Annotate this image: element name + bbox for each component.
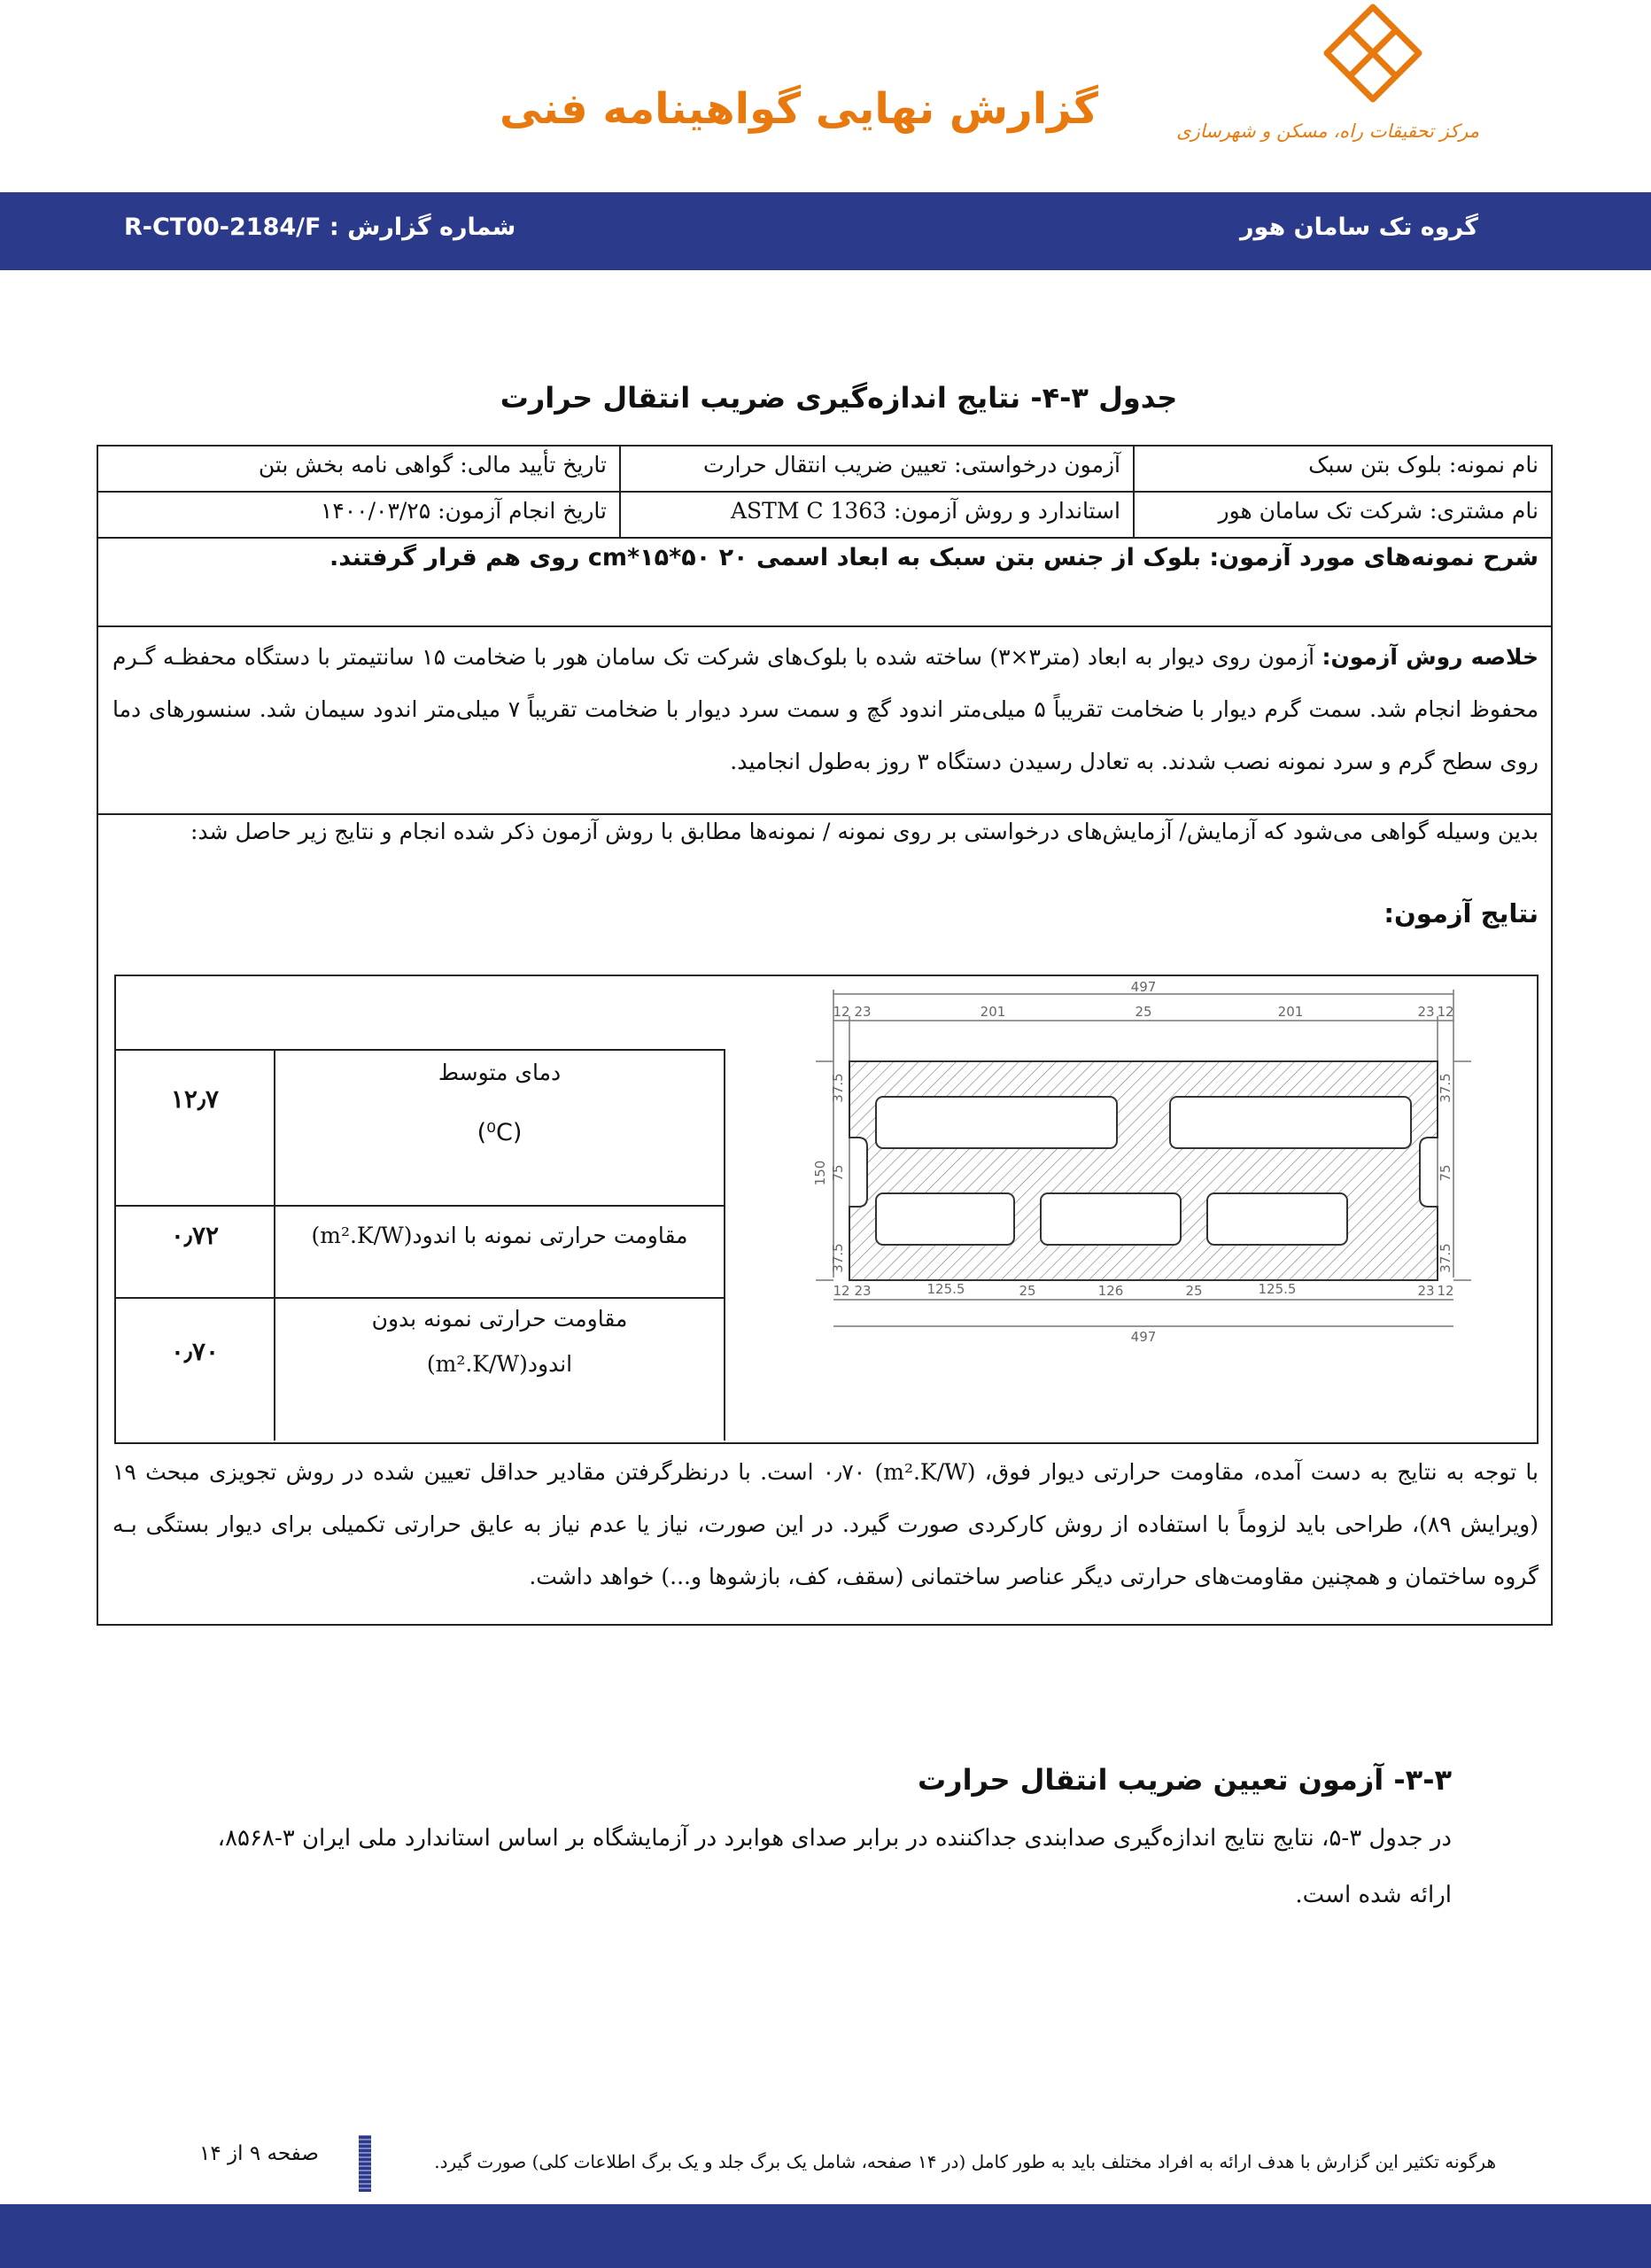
section-heading: ۳-۳- آزمون تعیین ضریب انتقال حرارت	[918, 1763, 1452, 1797]
right-dimension: 75	[1438, 1164, 1453, 1182]
left-dimension: 75	[830, 1164, 846, 1182]
top-dimension: 201	[980, 1004, 1006, 1020]
company-name: گروه تک سامان هور	[1240, 214, 1478, 241]
bottom-total-dimension: 497	[1130, 1329, 1157, 1345]
conclusion-text: با توجه به نتایج به دست آمده، مقاومت حرارتی دیوار فوق، (m².K/W) ۰٫۷۰ است. با درنظرگرفتن مقادیر حداقل تعیین شده در روش تجویزی مبحث ۱۹ (ویرایش ۸۹)، طراحی باید لزوماً با استفاده از روش کارکردی صورت گیرد. در این صورت، نیاز یا عدم نیاز به عایق حرارتی تکمیلی برای دیوار بستگی بـه گروه ساختمان و همچنین مقاومت‌های حرارتی دیگر عناصر ساختمانی (سقف، کف، بازشوها و...) خواهد داشت.	[112, 1459, 1539, 1589]
top-dimension: 23	[854, 1004, 872, 1020]
bottom-dimension: 125.5	[926, 1281, 965, 1297]
mean-temperature-label: دمای متوسط	[438, 1060, 562, 1085]
footer-note: هرگونه تکثیر این گزارش با هدف ارائه به افراد مختلف باید به طور کامل (در ۱۴ صفحه، شامل یک برگ جلد و یک برگ اطلاعات کلی) صورت گیرد.	[434, 2151, 1496, 2172]
block-section-drawing	[812, 976, 1507, 1348]
resistance-without-plaster-label: مقاومت حرارتی نمونه بدون	[371, 1306, 628, 1332]
samples-text: بلوک از جنس بتن سبک به ابعاد اسمی ۲۰ cm*۱۵*۵۰ روی هم قرار گرفتند.	[329, 544, 1201, 571]
results-table-box	[97, 445, 1553, 1626]
bottom-dimension: 12	[833, 1283, 850, 1299]
mean-temperature-value: ۱۲٫۷	[116, 1051, 275, 1205]
bottom-dimension: 125.5	[1258, 1281, 1297, 1297]
bottom-dimension: 126	[1097, 1283, 1124, 1299]
requested-test: آزمون درخواستی: تعیین ضریب انتقال حرارت	[621, 447, 1135, 491]
block-cavity	[876, 1193, 1014, 1245]
samples-row	[98, 539, 1551, 627]
left-dimension: 37.5	[830, 1243, 846, 1273]
footer-band	[0, 2204, 1651, 2268]
resistance-with-plaster-label: مقاومت حرارتی نمونه با اندود(m².K/W)	[311, 1223, 688, 1248]
financial-date: تاریخ تأیید مالی: گواهی نامه بخش بتن	[98, 447, 621, 491]
top-dimension: 25	[1135, 1004, 1152, 1020]
bottom-dimension: 25	[1019, 1283, 1036, 1299]
top-dimension: 23	[1417, 1004, 1435, 1020]
resistance-without-plaster-unit: اندود(m².K/W)	[426, 1351, 573, 1377]
method-text: آزمون روی دیوار به ابعاد (متر۳×۳) ساخته شده با بلوک‌های شرکت تک سامان هور با ضخامت ۱۵ سانتیمتر با دستگاه محفظـه گـرم محفوظ انجام شد. سمت گرم دیوار با ضخامت تقریباً ۵ میلی‌متر اندود گچ و سمت سرد دیوار با ضخامت تقریباً ۷ میلی‌متر اندود سیمان شد. سنسورهای دما روی سطح گرم و سرد نمونه نصب شدند. به تعادل رسیدن دستگاه ۳ روز به‌طول انجامید.	[112, 644, 1539, 774]
info-row-2	[98, 493, 1551, 539]
method-label: خلاصه روش آزمون:	[1322, 644, 1539, 670]
bottom-dimension: 23	[1417, 1283, 1435, 1299]
bottom-dimension: 25	[1185, 1283, 1203, 1299]
results-values-table	[116, 1049, 725, 1441]
table-row	[116, 1051, 724, 1207]
mean-temperature-unit: (⁰C)	[477, 1119, 523, 1146]
bottom-dimension: 23	[854, 1283, 872, 1299]
block-cavity	[1207, 1193, 1347, 1245]
top-dimension: 12	[1437, 1004, 1454, 1020]
barcode-icon	[359, 2135, 371, 2192]
report-number-label: شماره گزارش :	[329, 214, 516, 241]
table-caption: جدول ۳-۴- نتایج اندازه‌گیری ضریب انتقال حرارت	[500, 381, 1178, 415]
resistance-with-plaster-value: ۰٫۷۲	[116, 1207, 275, 1297]
header-band	[0, 192, 1651, 270]
standard-method: استاندارد و روش آزمون: ASTM C 1363	[621, 493, 1135, 537]
report-number	[124, 214, 515, 241]
bottom-dimension: 12	[1437, 1283, 1454, 1299]
info-row-1	[98, 447, 1551, 493]
block-cavity	[1041, 1193, 1181, 1245]
report-title: گزارش نهایی گواهینامه فنی	[500, 84, 1098, 134]
sample-name: نام نمونه: بلوک بتن سبک	[1308, 452, 1539, 478]
samples-label: شرح نمونه‌های مورد آزمون:	[1209, 544, 1539, 571]
left-dimension: 37.5	[830, 1073, 846, 1103]
section-body: در جدول ۳-۵، نتایج نتایج اندازه‌گیری صدابندی جداکننده در برابر صدای هوابرد در آزمایشگاه بر اساس استاندارد ملی ایران ۳-۸۵۶۸، ارائه شده است.	[217, 1825, 1452, 1908]
customer-name: نام مشتری: شرکت تک سامان هور	[1218, 498, 1539, 524]
right-dimension: 37.5	[1438, 1243, 1453, 1273]
page-number: صفحه ۹ از ۱۴	[199, 2142, 319, 2165]
report-number-value: R-CT00-2184/F	[124, 214, 322, 241]
block-body	[849, 1061, 1438, 1280]
right-dimension: 37.5	[1438, 1073, 1453, 1103]
results-frame	[114, 975, 1539, 1444]
table-row	[116, 1299, 724, 1441]
resistance-without-plaster-value: ۰٫۷۰	[116, 1299, 275, 1441]
top-total-dimension: 497	[1130, 979, 1157, 995]
top-dimension: 12	[833, 1004, 850, 1020]
left-total-dimension: 150	[812, 1160, 828, 1186]
method-row	[98, 627, 1551, 815]
top-dimension: 201	[1277, 1004, 1304, 1020]
logo-caption: مرکز تحقیقات راه، مسکن و شهرسازی	[1176, 120, 1479, 142]
block-cavity	[1170, 1097, 1411, 1148]
block-cavity	[876, 1097, 1117, 1148]
results-heading: نتایج آزمون:	[1384, 898, 1539, 928]
test-date: تاریخ انجام آزمون: ۱۴۰۰/۰۳/۲۵	[98, 493, 621, 537]
table-row	[116, 1207, 724, 1299]
certify-text: بدین وسیله گواهی می‌شود که آزمایش/ آزمایش‌های درخواستی بر روی نمونه / نمونه‌ها مطابق با روش آزمون ذکر شده انجام و نتایج زیر حاصل شد:	[190, 819, 1539, 844]
